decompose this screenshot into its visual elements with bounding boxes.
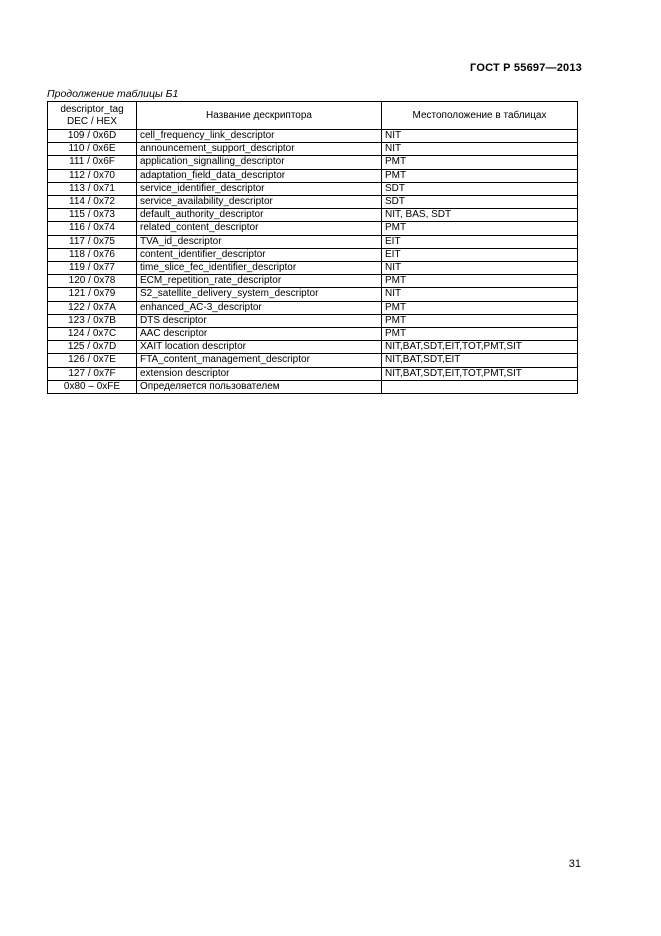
- cell-descriptor-name: ECM_repetition_rate_descriptor: [137, 275, 382, 288]
- cell-descriptor-name: service_identifier_descriptor: [137, 182, 382, 195]
- cell-table-location: NIT, BAS, SDT: [382, 209, 578, 222]
- cell-descriptor-tag: 126 / 0x7E: [48, 354, 137, 367]
- cell-table-location: PMT: [382, 328, 578, 341]
- table-row: [48, 367, 578, 380]
- cell-table-location: NIT: [382, 288, 578, 301]
- cell-descriptor-tag: 116 / 0x74: [48, 222, 137, 235]
- cell-descriptor-tag: 114 / 0x72: [48, 196, 137, 209]
- table-row: [48, 169, 578, 182]
- cell-descriptor-name: adaptation_field_data_descriptor: [137, 169, 382, 182]
- table-row: [48, 196, 578, 209]
- table-row: [48, 209, 578, 222]
- table-header: [48, 102, 578, 130]
- cell-descriptor-tag: 122 / 0x7A: [48, 301, 137, 314]
- cell-descriptor-tag: 110 / 0x6E: [48, 143, 137, 156]
- cell-table-location: EIT: [382, 235, 578, 248]
- cell-descriptor-name: application_signalling_descriptor: [137, 156, 382, 169]
- cell-descriptor-name: S2_satellite_delivery_system_descriptor: [137, 288, 382, 301]
- table-row: [48, 222, 578, 235]
- document-standard-id: ГОСТ Р 55697—2013: [470, 62, 582, 74]
- table-row: [48, 288, 578, 301]
- cell-table-location: NIT: [382, 130, 578, 143]
- cell-table-location: NIT: [382, 262, 578, 275]
- cell-descriptor-tag: 111 / 0x6F: [48, 156, 137, 169]
- table-caption: Продолжение таблицы Б1: [47, 88, 179, 100]
- cell-table-location: PMT: [382, 222, 578, 235]
- cell-table-location: SDT: [382, 182, 578, 195]
- column-header-location: Местоположение в таблицах: [382, 102, 578, 130]
- cell-descriptor-tag: 121 / 0x79: [48, 288, 137, 301]
- cell-table-location: PMT: [382, 275, 578, 288]
- cell-descriptor-tag: 113 / 0x71: [48, 182, 137, 195]
- cell-descriptor-tag: 109 / 0x6D: [48, 130, 137, 143]
- header-row: [48, 102, 578, 130]
- cell-descriptor-tag: 120 / 0x78: [48, 275, 137, 288]
- cell-descriptor-name: TVA_id_descriptor: [137, 235, 382, 248]
- cell-descriptor-name: default_authority_descriptor: [137, 209, 382, 222]
- cell-table-location: [382, 380, 578, 393]
- column-header-tag-label: descriptor_tag DEC / HEX: [60, 104, 124, 127]
- cell-table-location: NIT,BAT,SDT,EIT,TOT,PMT,SIT: [382, 367, 578, 380]
- page-number: 31: [568, 858, 581, 870]
- cell-descriptor-name: content_identifier_descriptor: [137, 248, 382, 261]
- descriptor-table: [47, 101, 578, 394]
- cell-descriptor-tag: 112 / 0x70: [48, 169, 137, 182]
- cell-descriptor-name: time_slice_fec_identifier_descriptor: [137, 262, 382, 275]
- cell-descriptor-name: extension descriptor: [137, 367, 382, 380]
- table-row: [48, 301, 578, 314]
- table-row: [48, 314, 578, 327]
- column-header-name: Название дескриптора: [137, 102, 382, 130]
- cell-descriptor-tag: 0x80 – 0xFE: [48, 380, 137, 393]
- table-body: [48, 130, 578, 394]
- table-row: [48, 182, 578, 195]
- cell-table-location: NIT,BAT,SDT,EIT,TOT,PMT,SIT: [382, 341, 578, 354]
- cell-descriptor-name: enhanced_AC-3_descriptor: [137, 301, 382, 314]
- cell-descriptor-tag: 118 / 0x76: [48, 248, 137, 261]
- cell-descriptor-tag: 127 / 0x7F: [48, 367, 137, 380]
- table-row: [48, 262, 578, 275]
- table-row: [48, 380, 578, 393]
- table-row: [48, 156, 578, 169]
- cell-table-location: NIT: [382, 143, 578, 156]
- table-row: [48, 275, 578, 288]
- cell-table-location: PMT: [382, 314, 578, 327]
- cell-descriptor-tag: 119 / 0x77: [48, 262, 137, 275]
- cell-descriptor-name: cell_frequency_link_descriptor: [137, 130, 382, 143]
- table-row: [48, 354, 578, 367]
- cell-descriptor-tag: 123 / 0x7B: [48, 314, 137, 327]
- cell-descriptor-name: related_content_descriptor: [137, 222, 382, 235]
- cell-table-location: PMT: [382, 169, 578, 182]
- cell-table-location: SDT: [382, 196, 578, 209]
- table-row: [48, 248, 578, 261]
- cell-descriptor-tag: 115 / 0x73: [48, 209, 137, 222]
- cell-descriptor-name: DTS descriptor: [137, 314, 382, 327]
- cell-table-location: NIT,BAT,SDT,EIT: [382, 354, 578, 367]
- cell-descriptor-tag: 125 / 0x7D: [48, 341, 137, 354]
- table-row: [48, 235, 578, 248]
- cell-descriptor-tag: 124 / 0x7C: [48, 328, 137, 341]
- cell-table-location: PMT: [382, 156, 578, 169]
- cell-descriptor-name: service_availability_descriptor: [137, 196, 382, 209]
- table-row: [48, 130, 578, 143]
- cell-descriptor-name: announcement_support_descriptor: [137, 143, 382, 156]
- table-row: [48, 328, 578, 341]
- cell-table-location: PMT: [382, 301, 578, 314]
- cell-table-location: EIT: [382, 248, 578, 261]
- cell-descriptor-name: XAIT location descriptor: [137, 341, 382, 354]
- cell-descriptor-name: Определяется пользователем: [137, 380, 382, 393]
- cell-descriptor-name: AAC descriptor: [137, 328, 382, 341]
- column-header-tag: [48, 102, 137, 130]
- table-row: [48, 341, 578, 354]
- cell-descriptor-tag: 117 / 0x75: [48, 235, 137, 248]
- cell-descriptor-name: FTA_content_management_descriptor: [137, 354, 382, 367]
- table-row: [48, 143, 578, 156]
